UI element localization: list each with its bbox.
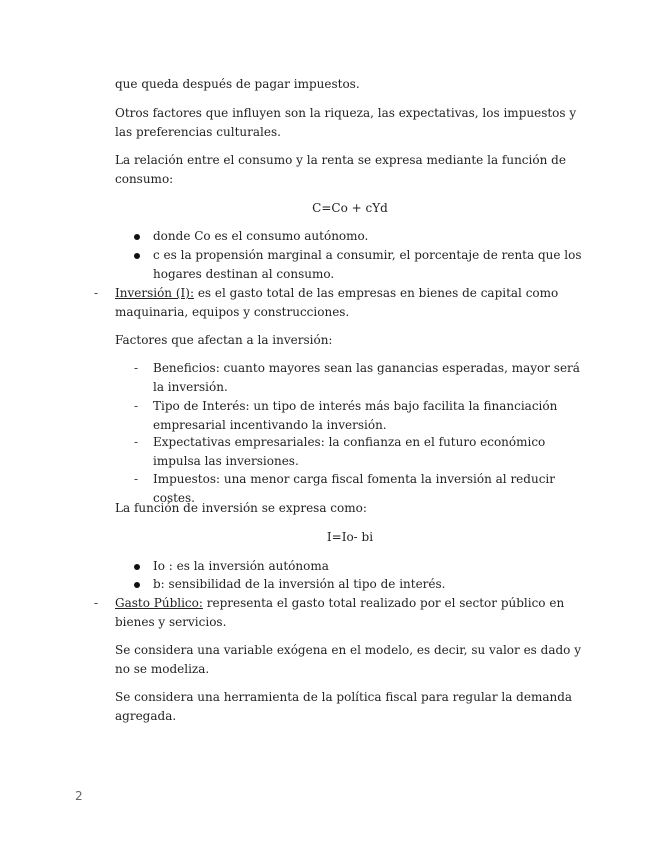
dash-marker: - <box>94 596 99 610</box>
paragraph-investment-function: La función de inversión se expresa como: <box>115 501 367 515</box>
list-item: Expectativas empresariales: la confianza en el futuro económico impulsa las inversiones. <box>153 435 546 468</box>
paragraph-relation: La relación entre el consumo y la renta se expresa mediante la función de consumo: <box>115 153 566 186</box>
paragraph-public-spending <box>115 594 585 631</box>
page-number: 2 <box>75 789 83 803</box>
dash-marker: - <box>134 435 139 449</box>
formula-investment: I=Io- bi <box>326 530 374 544</box>
paragraph-investment <box>115 284 585 321</box>
list-item: Beneficios: cuanto mayores sean las ganancias esperadas, mayor será la inversión. <box>153 361 580 394</box>
term-public-spending: Gasto Público: <box>115 596 203 610</box>
paragraph-top: que queda después de pagar impuestos. <box>115 77 360 91</box>
paragraph-fiscal-tool: Se considera una herramienta de la política fiscal para regular la demanda agregada. <box>115 690 573 723</box>
public-spending-definition: representa el gasto total realizado por el sector público en bienes y servicios. <box>115 596 565 629</box>
investment-definition: es el gasto total de las empresas en bienes de capital como maquinaria, equipos y construcciones. <box>115 286 559 319</box>
dash-marker: - <box>94 286 99 300</box>
list-item: Io : es la inversión autónoma <box>153 559 329 573</box>
paragraph-factors: Otros factores que influyen son la riqueza, las expectativas, los impuestos y las preferencias culturales. <box>115 106 577 139</box>
list-item: Tipo de Interés: un tipo de interés más bajo facilita la financiación empresarial incentivando la inversión. <box>153 399 558 432</box>
bullet-dot <box>134 253 140 259</box>
paragraph-investment-factors: Factores que afectan a la inversión: <box>115 333 333 347</box>
term-investment: Inversión (I): <box>115 286 194 300</box>
paragraph-exogenous: Se considera una variable exógena en el modelo, es decir, su valor es dado y no se modeliza. <box>115 643 581 676</box>
list-item: c es la propensión marginal a consumir, el porcentaje de renta que los hogares destinan al consumo. <box>153 248 582 281</box>
dash-marker: - <box>134 399 139 413</box>
list-item: b: sensibilidad de la inversión al tipo de interés. <box>153 577 446 591</box>
list-item: donde Co es el consumo autónomo. <box>153 229 369 243</box>
formula-consumption: C=Co + cYd <box>312 201 388 215</box>
dash-marker: - <box>134 361 139 375</box>
dash-marker: - <box>134 472 139 486</box>
bullet-dot <box>134 582 140 588</box>
list-item: Impuestos: una menor carga fiscal fomenta la inversión al reducir costes. <box>153 472 555 505</box>
bullet-dot <box>134 234 140 240</box>
bullet-dot <box>134 564 140 570</box>
